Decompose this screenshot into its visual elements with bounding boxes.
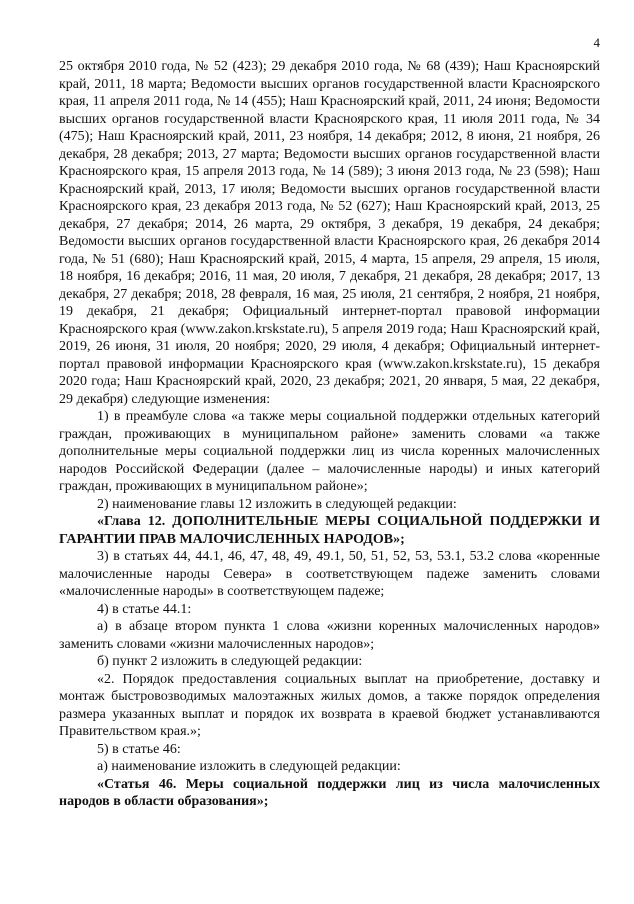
paragraph-text: а) наименование изложить в следующей редакции: <box>97 759 401 774</box>
paragraph-text: 3) в статьях 44, 44.1, 46, 47, 48, 49, 49.1, 50, 51, 52, 53, 53.1, 53.2 слова «коренные малочисленные народы Севера» в соответствующем падеже заменить словами «малочисленные народы» в соответствующем падеже; <box>59 549 600 599</box>
paragraph-item-2-chapter-title <box>59 496 600 514</box>
paragraph-text: «Глава 12. ДОПОЛНИТЕЛЬНЫЕ МЕРЫ СОЦИАЛЬНОЙ ПОДДЕРЖКИ И ГАРАНТИИ ПРАВ МАЛОЧИСЛЕННЫХ НАРОДОВ»; <box>59 514 600 547</box>
paragraph-subitem-a <box>59 618 600 653</box>
paragraph-subitem-b <box>59 653 600 671</box>
paragraph-text: 25 октября 2010 года, № 52 (423); 29 декабря 2010 года, № 68 (439); Наш Красноярский край, 2011, 18 марта; Ведомости высших органов государственной власти Красноярского края, 11 апреля 2011 года, № 14 (455); Наш Красноярский край, 2011, 24 июня; Ведомости высших органов государственной власти Красноярского края, 11 июля 2011 года, № 34 (475); Наш Красноярский край, 2011, 23 ноября, 14 декабря; 2012, 8 июня, 21 ноября, 26 декабря, 28 декабря; 2013, 27 марта; Ведомости высших органов государственной власти Красноярского края, 15 апреля 2013 года, № 14 (589); 3 июня 2013 года, № 23 (598); Наш Красноярский край, 2013, 17 июля; Ведомости высших органов государственной власти Красноярского края, 23 декабря 2013 года, № 52 (627); Наш Красноярский край, 2013, 25 декабря, 27 декабря; 2014, 26 марта, 29 октября, 3 декабря, 19 декабря, 24 декабря; Ведомости высших органов государственной власти Красноярского края, 26 декабря 2014 года, № 51 (680); Наш Красноярский край, 2015, 4 марта, 15 апреля, 29 апреля, 15 июля, 18 ноября, 16 декабря; 2016, 11 мая, 20 июля, 7 декабря, 21 декабря, 28 декабря; 2017, 13 декабря, 27 декабря; 2018, 28 февраля, 16 мая, 25 июля, 21 сентября, 2 ноября, 21 ноября, 19 декабря, 21 декабря; Официальный интернет-портал правовой информации Красноярского края (www.zakon.krskstate.ru), 5 апреля 2019 года; Наш Красноярский край, 2019, 26 июня, 31 июля, 20 ноября; 2020, 29 июля, 4 декабря; Официальный интернет-портал правовой информации Красноярского края (www.zakon.krskstate.ru), 15 декабря 2020 года; Наш Красноярский край, 2020, 23 декабря; 2021, 20 января, 5 мая, 22 декабря, 29 декабря) следующие изменения: <box>59 59 600 407</box>
paragraph-item-3-articles <box>59 548 600 601</box>
paragraph-subitem-a-title <box>59 758 600 776</box>
paragraph-item-5-article-46 <box>59 741 600 759</box>
paragraph-article-46-heading <box>59 776 600 811</box>
page-number: 4 <box>593 35 600 50</box>
paragraph-item-4-article-44-1 <box>59 601 600 619</box>
paragraph-amendment-sources <box>59 58 600 408</box>
paragraph-chapter-12-heading <box>59 513 600 548</box>
paragraph-item-1-preamble <box>59 408 600 496</box>
paragraph-text: а) в абзаце втором пункта 1 слова «жизни коренных малочисленных народов» заменить словами «жизни малочисленных народов»; <box>59 619 600 652</box>
paragraph-text: 2) наименование главы 12 изложить в следующей редакции: <box>97 496 457 512</box>
paragraph-text: «2. Порядок предоставления социальных выплат на приобретение, доставку и монтаж быстровозводимых малоэтажных жилых домов, а также порядок определения размера указанных выплат и порядок их возврата в краевой бюджет устанавливаются Правительством края.»; <box>59 671 600 739</box>
paragraph-text: б) пункт 2 изложить в следующей редакции: <box>97 654 363 669</box>
paragraph-text: «Статья 46. Меры социальной поддержки лиц из числа малочисленных народов в области образования»; <box>59 776 600 809</box>
paragraph-point-2-text <box>59 671 600 741</box>
paragraph-text: 5) в статье 46: <box>97 741 181 757</box>
paragraph-text: 4) в статье 44.1: <box>97 601 192 617</box>
document-body <box>59 58 600 811</box>
paragraph-text: 1) в преамбуле слова «а также меры социальной поддержки отдельных категорий граждан, проживающих в муниципальном районе» заменить словами «а также дополнительные меры социальной поддержки лиц из числа коренных малочисленных народов Российской Федерации (далее – малочисленные народы) и иных категорий граждан, проживающих в муниципальном районе»; <box>59 409 600 494</box>
